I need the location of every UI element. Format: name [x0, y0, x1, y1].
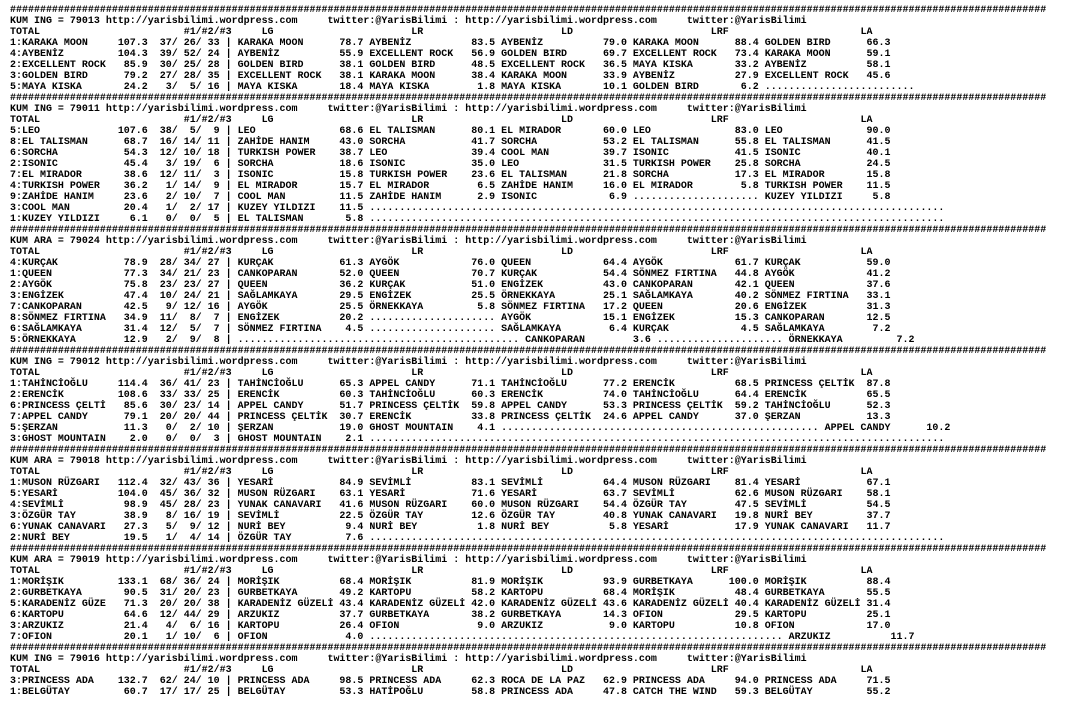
- data-row: 2:ISONIC 45.4 3/ 19/ 6 | SORCHA 18.6 ISONIC 35.0 LEO 31.5 TURKISH POWER 25.8 SORCHA 24.5: [10, 159, 891, 170]
- column-header: TOTAL #1/#2/#3 LG LR LD LRF LA: [10, 566, 873, 577]
- data-row: 6:SAĞLAMKAYA 31.4 12/ 5/ 7 | SÖNMEZ FIRTINA 4.5 ..................... SAĞLAMKAYA 6.4 KURÇAK 4.5 SAĞLAMKAYA 7.2: [10, 324, 891, 335]
- data-row: 5:LEO 107.6 38/ 5/ 9 | LEO 68.6 EL TALISMAN 80.1 EL MIRADOR 60.0 LEO 83.0 LEO 90.0: [10, 126, 891, 137]
- data-row: 5:YESARİ 104.0 45/ 36/ 32 | MUSON RÜZGARI 63.1 YESARİ 71.6 YESARİ 63.7 SEVİMLİ 62.6 MUSON RÜZGARI 58.1: [10, 489, 891, 500]
- data-row: 6:YUNAK CANAVARI 27.3 5/ 9/ 12 | NURİ BEY 9.4 NURİ BEY 1.8 NURİ BEY 5.8 YESARİ 17.9 YUNAK CANAVARI 11.7: [10, 522, 891, 533]
- data-row: 6:KARTOPU 64.6 12/ 44/ 29 | ARZUKIZ 37.7 GURBETKAYA 38.2 GURBETKAYA 14.3 OFION 29.5 KARTOPU 25.1: [10, 610, 891, 621]
- column-header: TOTAL #1/#2/#3 LG LR LD LRF LA: [10, 247, 873, 258]
- race-header: KUM ING = 79011 http://yarisbilimi.wordpress.com twitter:@YarisBilimi : http://yarisbilimi.wordpress.com twitter:@YarisBilimi: [10, 104, 807, 115]
- data-row: 1:KUZEY YILDIZI 6.1 0/ 0/ 5 | EL TALISMAN 5.8 ................................................................................................: [10, 214, 945, 225]
- data-row: 2:EXCELLENT ROCK 85.9 30/ 25/ 28 | GOLDEN BIRD 38.1 GOLDEN BIRD 48.5 EXCELLENT ROCK 36.5 MAYA KISKA 33.2 AYBENİZ 58.1: [10, 60, 891, 71]
- data-row: 4:TURKISH POWER 36.2 1/ 14/ 9 | EL MIRADOR 15.7 EL MIRADOR 6.5 ZAHİDE HANIM 16.0 EL MIRADOR 5.8 TURKISH POWER 11.5: [10, 181, 891, 192]
- data-row: 6:PRINCESS ÇELTİ 85.6 30/ 23/ 14 | APPEL CANDY 51.7 PRINCESS ÇELTİK 59.8 APPEL CANDY 53.3 PRINCESS ÇELTİK 59.2 TAHİNCİOĞLU 52.3: [10, 401, 891, 412]
- data-row: 8:EL TALISMAN 68.7 16/ 14/ 11 | ZAHİDE HANIM 43.0 SORCHA 41.7 SORCHA 53.2 EL TALISMAN 55.8 EL TALISMAN 41.5: [10, 137, 891, 148]
- data-row: 5:KARADENİZ GÜZE 71.3 20/ 20/ 38 | KARADENİZ GÜZELİ 43.4 KARADENİZ GÜZELİ 42.0 KARADENİZ GÜZELİ 43.6 KARADENİZ GÜZELİ 40.4 KARADENİZ GÜZELİ 31.4: [10, 599, 891, 610]
- data-row: 2:GURBETKAYA 90.5 31/ 20/ 23 | GURBETKAYA 49.2 KARTOPU 58.2 KARTOPU 68.4 MORİŞIK 48.4 GURBETKAYA 55.5: [10, 588, 891, 599]
- data-row: 7:OFION 20.1 1/ 10/ 6 | OFION 4.0 ..................................................................... ARZUKIZ 11.7: [10, 632, 915, 643]
- separator-line: #############################################################################################################################################################################: [10, 225, 1047, 236]
- data-row: 1:KARAKA MOON 107.3 37/ 26/ 33 | KARAKA MOON 78.7 AYBENİZ 83.5 AYBENİZ 79.0 KARAKA MOON 88.4 GOLDEN BIRD 66.3: [10, 38, 891, 49]
- data-row: 7:EL MIRADOR 38.6 12/ 11/ 3 | ISONIC 15.8 TURKISH POWER 23.6 EL TALISMAN 21.8 SORCHA 17.3 EL MIRADOR 15.8: [10, 170, 891, 181]
- race-header: KUM ING = 79013 http://yarisbilimi.wordpress.com twitter:@YarisBilimi : http://yarisbilimi.wordpress.com twitter:@YarisBilimi: [10, 16, 807, 27]
- separator-line: #############################################################################################################################################################################: [10, 5, 1047, 16]
- separator-line: #############################################################################################################################################################################: [10, 643, 1047, 654]
- data-row: 7:CANKOPARAN 42.5 9/ 12/ 16 | AYGÖK 25.5 ÖRNEKKAYA 5.8 SÖNMEZ FIRTINA 17.2 QUEEN 20.6 ENGİZEK 31.3: [10, 302, 891, 313]
- data-row: 1:MORİŞIK 133.1 68/ 36/ 24 | MORİŞIK 68.4 MORİŞIK 81.9 MORİŞIK 93.9 GURBETKAYA 100.0 MORİŞIK 88.4: [10, 577, 891, 588]
- data-row: 3:ENGİZEK 47.4 10/ 24/ 21 | SAĞLAMKAYA 29.5 ENGİZEK 25.5 ÖRNEKKAYA 25.1 SAĞLAMKAYA 40.2 SÖNMEZ FIRTINA 33.1: [10, 291, 891, 302]
- data-row: 2:NURİ BEY 19.5 1/ 4/ 14 | ÖZGÜR TAY 7.6 ................................................................................................: [10, 533, 945, 544]
- column-header: TOTAL #1/#2/#3 LG LR LD LRF LA: [10, 368, 873, 379]
- data-row: 1:MUSON RÜZGARI 112.4 32/ 43/ 36 | YESARİ 84.9 SEVİMLİ 83.1 SEVİMLİ 64.4 MUSON RÜZGARI 81.4 YESARİ 67.1: [10, 478, 891, 489]
- race-header: KUM ARA = 79019 http://yarisbilimi.wordpress.com twitter:@YarisBilimi : http://yarisbilimi.wordpress.com twitter:@YarisBilimi: [10, 555, 807, 566]
- data-row: 5:MAYA KISKA 24.2 3/ 5/ 16 | MAYA KISKA 18.4 MAYA KISKA 1.8 MAYA KISKA 10.1 GOLDEN BIRD 6.2 .........................: [10, 82, 915, 93]
- data-row: 9:ZAHİDE HANIM 23.6 2/ 10/ 7 | COOL MAN 11.5 ZAHİDE HANIM 2.9 ISONIC 6.9 ..................... KUZEY YILDIZI 5.8: [10, 192, 891, 203]
- data-row: 5:ŞERZAN 11.3 0/ 2/ 10 | ŞERZAN 19.0 GHOST MOUNTAIN 4.1 ..................................................... APPEL CANDY 10.2: [10, 423, 951, 434]
- separator-line: #############################################################################################################################################################################: [10, 346, 1047, 357]
- data-row: 3:PRINCESS ADA 132.7 62/ 24/ 10 | PRINCESS ADA 98.5 PRINCESS ADA 62.3 ROCA DE LA PAZ 62.9 PRINCESS ADA 94.0 PRINCESS ADA 71.5: [10, 676, 891, 687]
- data-row: 3:COOL MAN 20.4 1/ 2/ 17 | KUZEY YILDIZI 11.5 ................................................................................................: [10, 203, 945, 214]
- data-row: 3:ÖZGÜR TAY 38.9 8/ 16/ 19 | SEVİMLİ 22.5 ÖZGÜR TAY 12.6 ÖZGÜR TAY 40.8 YUNAK CANAVARI 19.8 NURİ BEY 37.7: [10, 511, 891, 522]
- separator-line: #############################################################################################################################################################################: [10, 544, 1047, 555]
- data-row: 2:AYGÖK 75.8 23/ 23/ 27 | QUEEN 36.2 KURÇAK 51.0 ENGİZEK 43.0 CANKOPARAN 42.1 QUEEN 37.6: [10, 280, 891, 291]
- data-row: 3:ARZUKIZ 21.4 4/ 6/ 16 | KARTOPU 26.4 OFION 9.0 ARZUKIZ 9.0 KARTOPU 10.8 OFION 17.0: [10, 621, 891, 632]
- data-row: 4:SEVİMLİ 98.9 45/ 28/ 23 | YUNAK CANAVARI 41.6 MUSON RÜZGARI 60.0 MUSON RÜZGARI 54.4 ÖZGÜR TAY 47.5 SEVİMLİ 54.5: [10, 500, 891, 511]
- race-header: KUM ING = 79012 http://yarisbilimi.wordpress.com twitter:@YarisBilimi : http://yarisbilimi.wordpress.com twitter:@YarisBilimi: [10, 357, 807, 368]
- column-header: TOTAL #1/#2/#3 LG LR LD LRF LA: [10, 115, 873, 126]
- column-header: TOTAL #1/#2/#3 LG LR LD LRF LA: [10, 27, 873, 38]
- data-row: 1:QUEEN 77.3 34/ 21/ 23 | CANKOPARAN 52.0 QUEEN 70.7 KURÇAK 54.4 SÖNMEZ FIRTINA 44.8 AYGÖK 41.2: [10, 269, 891, 280]
- data-row: 1:BELGÜTAY 60.7 17/ 17/ 25 | BELGÜTAY 53.3 HATİPOĞLU 58.8 PRINCESS ADA 47.8 CATCH THE WIND 59.3 BELGÜTAY 55.2: [10, 687, 891, 698]
- race-header: KUM ARA = 79018 http://yarisbilimi.wordpress.com twitter:@YarisBilimi : http://yarisbilimi.wordpress.com twitter:@YarisBilimi: [10, 456, 807, 467]
- race-header: KUM ING = 79016 http://yarisbilimi.wordpress.com twitter:@YarisBilimi : http://yarisbilimi.wordpress.com twitter:@YarisBilimi: [10, 654, 807, 665]
- data-row: 7:APPEL CANDY 79.1 20/ 20/ 44 | PRINCESS ÇELTİK 30.7 ERENCİK 33.8 PRINCESS ÇELTİK 24.6 APPEL CANDY 37.0 ŞERZAN 13.3: [10, 412, 891, 423]
- separator-line: #############################################################################################################################################################################: [10, 93, 1047, 104]
- data-row: 1:TAHİNCİOĞLU 114.4 36/ 41/ 23 | TAHİNCİOĞLU 65.3 APPEL CANDY 71.1 TAHİNCİOĞLU 77.2 ERENCİK 68.5 PRINCESS ÇELTİK 87.8: [10, 379, 891, 390]
- column-header: TOTAL #1/#2/#3 LG LR LD LRF LA: [10, 467, 873, 478]
- data-row: 6:SORCHA 54.3 12/ 10/ 18 | TURKISH POWER 38.7 LEO 39.4 COOL MAN 39.7 ISONIC 41.5 ISONIC 40.1: [10, 148, 891, 159]
- column-header: TOTAL #1/#2/#3 LG LR LD LRF LA: [10, 665, 873, 676]
- data-row: 5:ÖRNEKKAYA 12.9 2/ 9/ 8 | ............................................... CANKOPARAN 3.6 ..................... ÖRNEKKAYA 7.2: [10, 335, 915, 346]
- data-row: 8:SÖNMEZ FIRTINA 34.9 11/ 8/ 7 | ENGİZEK 20.2 ..................... AYGÖK 15.1 ENGİZEK 15.3 CANKOPARAN 12.5: [10, 313, 891, 324]
- data-row: 4:KURÇAK 78.9 28/ 34/ 27 | KURÇAK 61.3 AYGÖK 76.0 QUEEN 64.4 AYGÖK 61.7 KURÇAK 59.0: [10, 258, 891, 269]
- data-row: 3:GHOST MOUNTAIN 2.0 0/ 0/ 3 | GHOST MOUNTAIN 2.1 ................................................................................................: [10, 434, 945, 445]
- data-row: 4:AYBENİZ 104.3 39/ 52/ 24 | AYBENİZ 55.9 EXCELLENT ROCK 56.9 GOLDEN BIRD 69.7 EXCELLENT ROCK 73.4 KARAKA MOON 59.1: [10, 49, 891, 60]
- race-header: KUM ARA = 79024 http://yarisbilimi.wordpress.com twitter:@YarisBilimi : http://yarisbilimi.wordpress.com twitter:@YarisBilimi: [10, 236, 807, 247]
- data-row: 3:GOLDEN BIRD 79.2 27/ 28/ 35 | EXCELLENT ROCK 38.1 KARAKA MOON 38.4 KARAKA MOON 33.9 AYBENİZ 27.9 EXCELLENT ROCK 45.6: [10, 71, 891, 82]
- data-row: 2:ERENCİK 108.6 33/ 33/ 25 | ERENCİK 60.3 TAHİNCİOĞLU 60.3 ERENCİK 74.0 TAHİNCİOĞLU 64.4 ERENCİK 65.5: [10, 390, 891, 401]
- separator-line: #############################################################################################################################################################################: [10, 445, 1047, 456]
